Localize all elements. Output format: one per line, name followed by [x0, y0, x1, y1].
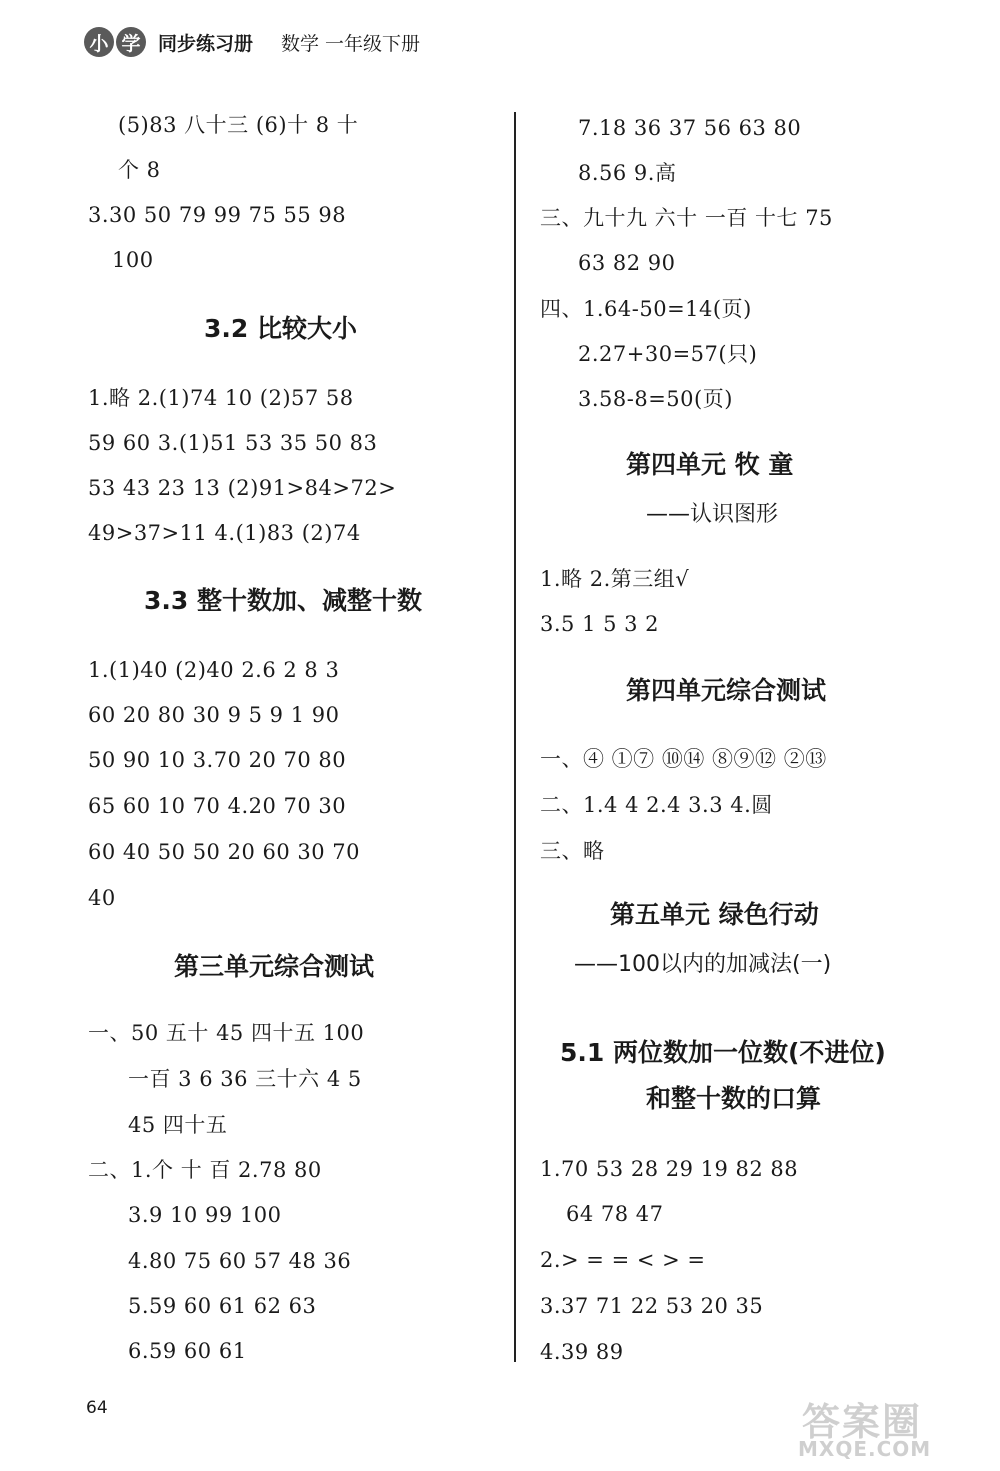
book-subject: 数学 一年级下册: [281, 32, 421, 55]
answer-line: 100: [112, 248, 154, 272]
section-heading-3-2: 3.2 比较大小: [204, 314, 357, 343]
unit-5-subtitle: ——100以内的加减法(一): [574, 952, 832, 977]
site-watermark: [792, 1391, 982, 1463]
answer-line: 4.39 89: [540, 1340, 624, 1364]
unit-4-heading: 第四单元 牧 童: [626, 450, 794, 479]
answer-line: (5)83 八十三 (6)十 8 十: [118, 113, 359, 137]
answer-line: 1.略 2.第三组√: [540, 567, 690, 591]
answer-line: 二、1.个 十 百 2.78 80: [88, 1158, 322, 1182]
answer-line: 2.> = = < > =: [540, 1248, 706, 1272]
answer-line: 三、略: [540, 839, 605, 863]
answer-line: 63 82 90: [578, 251, 676, 275]
answer-line: 一百 3 6 36 三十六 4 5: [128, 1067, 362, 1091]
answer-line: 60 20 80 30 9 5 9 1 90: [88, 703, 340, 727]
page-number: 64: [86, 1398, 108, 1418]
unit-5-heading: 第五单元 绿色行动: [610, 900, 819, 929]
answer-line: 1.(1)40 (2)40 2.6 2 8 3: [88, 658, 340, 682]
answer-line: 1.70 53 28 29 19 82 88: [540, 1157, 799, 1181]
answer-line: 3.5 1 5 3 2: [540, 612, 660, 636]
book-title: 同步练习册: [158, 32, 254, 55]
answer-line: 3.58-8=50(页): [578, 387, 733, 411]
answer-line: 53 43 23 13 (2)91>84>72>: [88, 476, 397, 500]
answer-line: 60 40 50 50 20 60 30 70: [88, 840, 361, 864]
answer-line: 7.18 36 37 56 63 80: [578, 116, 802, 140]
answer-line: 49>37>11 4.(1)83 (2)74: [88, 521, 361, 545]
unit-4-subtitle: ——认识图形: [646, 502, 779, 527]
answer-line: 四、1.64-50=14(页): [540, 297, 752, 321]
logo-char-1: 小: [84, 27, 114, 57]
answer-line: 个 8: [118, 158, 161, 182]
page-header: [84, 22, 420, 62]
watermark-url: MXQE.COM: [798, 1437, 932, 1461]
section-heading-5-1: 5.1 两位数加一位数(不进位): [560, 1038, 886, 1067]
watermark-logo-text: 答案圈: [802, 1400, 923, 1444]
answer-line: 一、50 五十 45 四十五 100: [88, 1021, 365, 1045]
answer-line: 3.37 71 22 53 20 35: [540, 1294, 764, 1318]
answer-line: 2.27+30=57(只): [578, 342, 758, 366]
book-logo: [84, 27, 146, 57]
answer-line: 5.59 60 61 62 63: [128, 1294, 317, 1318]
answer-line: 45 四十五: [128, 1113, 228, 1137]
answer-line: 4.80 75 60 57 48 36: [128, 1249, 352, 1273]
answer-line: 一、④ ①⑦ ⑩⑭ ⑧⑨⑫ ②⑬: [540, 747, 827, 771]
answer-line: 64 78 47: [566, 1202, 664, 1226]
section-heading-3-3: 3.3 整十数加、减整十数: [144, 586, 422, 615]
section-heading-5-1-cont: 和整十数的口算: [646, 1084, 822, 1113]
answer-line: 3.9 10 99 100: [128, 1203, 282, 1227]
answer-line: 三、九十九 六十 一百 十七 75: [540, 206, 833, 230]
answer-line: 3.30 50 79 99 75 55 98: [88, 203, 347, 227]
answer-line: 1.略 2.(1)74 10 (2)57 58: [88, 386, 354, 410]
answer-line: 8.56 9.高: [578, 161, 677, 185]
logo-char-2: 学: [116, 27, 146, 57]
answer-line: 50 90 10 3.70 20 70 80: [88, 748, 347, 772]
column-divider: [514, 112, 516, 1362]
unit-4-test-heading: 第四单元综合测试: [626, 676, 827, 705]
answer-line: 65 60 10 70 4.20 70 30: [88, 794, 347, 818]
answer-line: 40: [88, 886, 116, 910]
answer-line: 6.59 60 61: [128, 1339, 247, 1363]
answer-line: 59 60 3.(1)51 53 35 50 83: [88, 431, 378, 455]
answer-line: 二、1.4 4 2.4 3.3 4.圆: [540, 793, 773, 817]
unit-3-test-heading: 第三单元综合测试: [174, 952, 375, 981]
